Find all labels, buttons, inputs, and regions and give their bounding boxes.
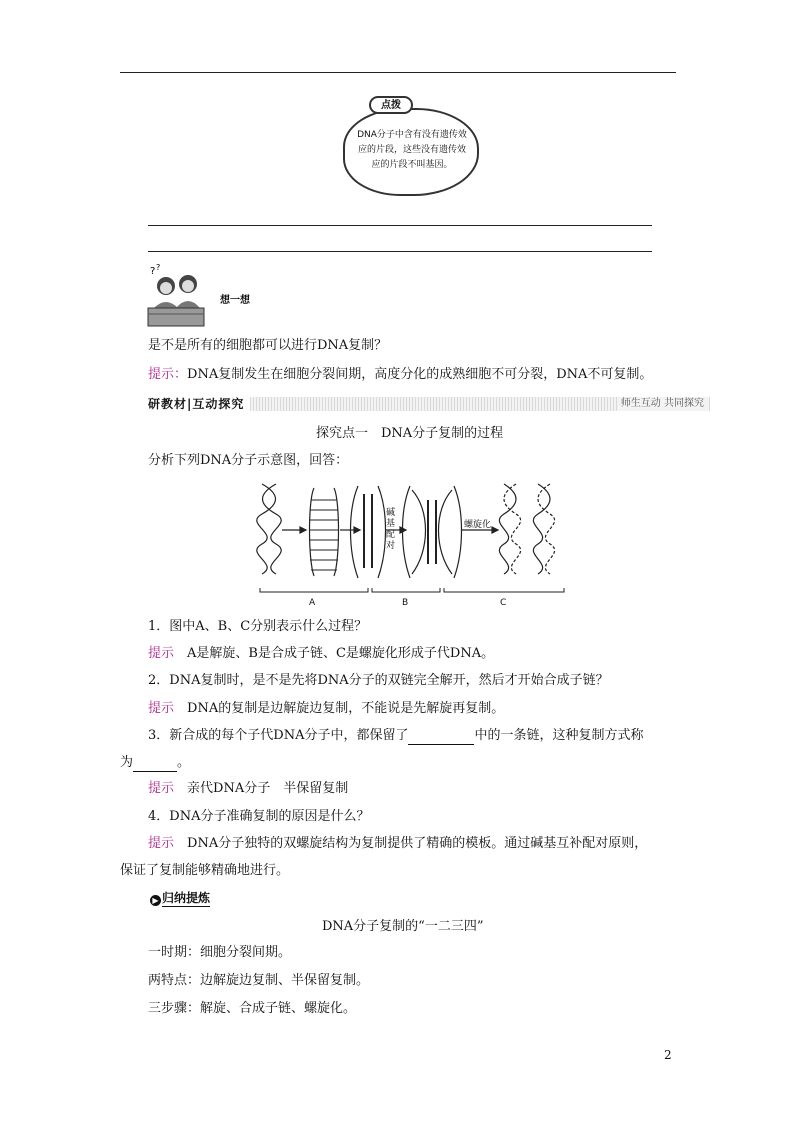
question-4: 4．DNA分子准确复制的原因是什么？ (148, 809, 370, 824)
figure-label-pairing: 碱基配对 (386, 508, 396, 551)
banner-subtitle: 师生互动 共同探究 (617, 397, 708, 411)
answer-4-line2: 保证了复制能够精确地进行。 (120, 863, 290, 878)
question-3-part4: 。 (177, 755, 191, 770)
answer-4-text-1: DNA分子独特的双螺旋结构为复制提供了精确的模板。通过碱基互补配对原则， (187, 836, 648, 851)
answer-4-line1 (148, 835, 647, 853)
answer-3-label: 提示 (148, 781, 175, 796)
answer-line-1 (148, 225, 652, 226)
answer-4-label: 提示 (148, 836, 175, 851)
callout-tag: 点拨 (369, 96, 413, 114)
question-3-line2 (120, 754, 190, 772)
summary-tag-label: 归纳提炼 (162, 891, 211, 905)
think-label: 想一想 (220, 295, 250, 306)
answer-1-label: 提示 (148, 646, 175, 661)
page-number: 2 (664, 1048, 672, 1062)
callout-text: DNA分子中含有没有遗传效应的片段，这些没有遗传效应的片段不叫基因。 (357, 130, 467, 170)
dna-replication-figure (254, 480, 566, 610)
section-intro: 分析下列DNA分子示意图，回答： (148, 453, 349, 468)
answer-3 (148, 780, 348, 798)
question-1: 1．图中A、B、C分别表示什么过程？ (148, 619, 368, 634)
answer-2 (148, 700, 504, 718)
answer-2-label: 提示 (148, 701, 175, 716)
figure-label-c: C (500, 598, 507, 608)
figure-label-helix: 螺旋化 (464, 520, 492, 530)
question-2: 2．DNA复制时，是不是先将DNA分子的双链完全解开，然后才开始合成子链？ (148, 673, 609, 688)
question-3-part1: 3．新合成的每个子代DNA分子中，都保留了 (148, 728, 409, 743)
hint-text: DNA复制发生在细胞分裂间期，高度分化的成熟细胞不可分裂，DNA不可复制。 (187, 367, 653, 382)
figure-label-a: A (309, 598, 316, 608)
summary-line-3: 三步骤：解旋、合成子链、螺旋化。 (148, 1001, 357, 1016)
svg-text:?: ? (156, 263, 161, 272)
summary-tag (150, 890, 210, 906)
question-3-line1 (148, 727, 643, 745)
summary-line-2: 两特点：边解旋边复制、半保留复制。 (148, 973, 370, 988)
answer-2-text: DNA的复制是边解旋边复制，不能说是先解旋再复制。 (187, 701, 505, 716)
summary-line-1: 一时期：细胞分裂间期。 (148, 945, 292, 960)
answer-1-text: A是解旋、B是合成子链、C是螺旋化形成子代DNA。 (187, 646, 495, 661)
figure-label-b: B (402, 598, 409, 608)
question-3-part2: 中的一条链，这种复制方式称 (474, 728, 644, 743)
hint-label: 提示： (148, 367, 188, 382)
answer-1 (148, 645, 494, 663)
think-question: 是不是所有的细胞都可以进行DNA复制？ (148, 338, 388, 353)
students-illustration (146, 262, 206, 328)
answer-3-text: 亲代DNA分子 半保留复制 (187, 781, 349, 796)
fill-blank-2[interactable] (133, 757, 177, 772)
banner-title: 研教材|互动探究 (148, 396, 250, 412)
play-icon: ▶ (150, 895, 161, 906)
answer-line-2 (148, 251, 652, 252)
summary-title: DNA分子复制的“一二三四” (322, 919, 484, 934)
question-3-part3: 为 (120, 755, 134, 770)
section-title: 探究点一 DNA分子复制的过程 (316, 426, 504, 441)
think-hint (148, 366, 652, 384)
svg-text:?: ? (150, 266, 156, 277)
fill-blank-1[interactable] (408, 730, 474, 745)
header-rule (120, 72, 676, 73)
